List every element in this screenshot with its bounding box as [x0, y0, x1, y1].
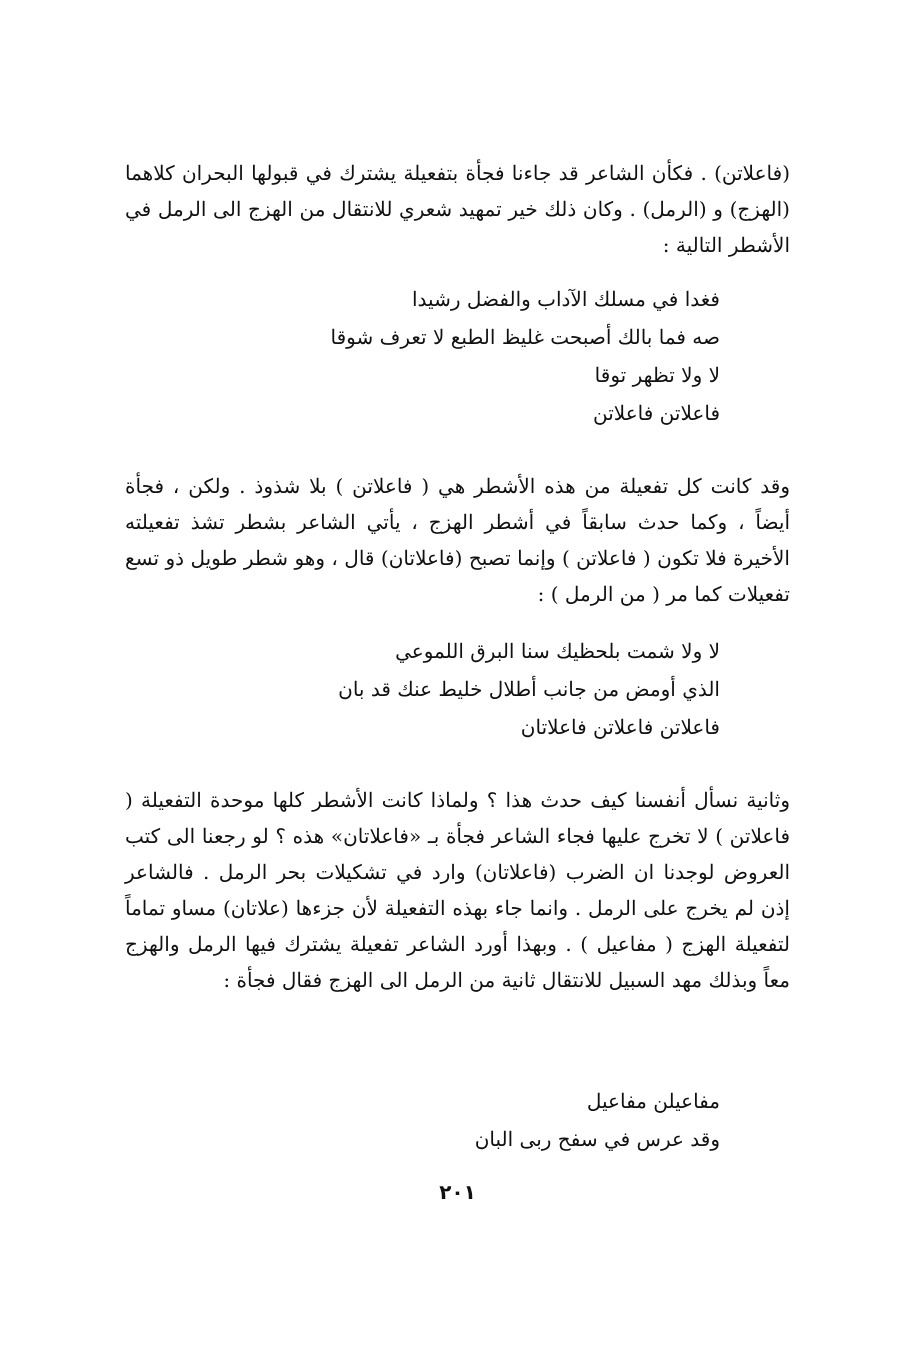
verse-line: لا ولا تظهر توقا [594, 363, 720, 387]
paragraph-3 [125, 782, 790, 998]
paragraph-text: (فاعلاتن) . فكأن الشاعر قد جاءنا فجأة بتفعيلة يشترك في قبولها البحران كلاهما (الهزج) و (الرمل) . وكان ذلك خير تمهيد شعري للانتقال من الهزج الى الرمل في الأشطر التالية : [125, 161, 790, 257]
paragraph-text: وثانية نسأل أنفسنا كيف حدث هذا ؟ ولماذا كانت الأشطر كلها موحدة التفعيلة ( فاعلاتن ) لا تخرج عليها فجاء الشاعر فجأة بـ «فاعلاتان» هذه ؟ لو رجعنا الى كتب العروض لوجدنا ان الضرب (فاعلاتان) وارد في تشكيلات بحر الرمل . فالشاعر إذن لم يخرج على الرمل . وانما جاء بهذه التفعيلة لأن جزءها (علاتان) مساو تماماً لتفعيلة الهزج ( مفاعيل ) . وبهذا أورد الشاعر تفعيلة يشترك فيها الرمل والهزج معاً وبذلك مهد السبيل للانتقال ثانية من الرمل الى الهزج فقال فجأة : [125, 788, 791, 992]
verse-line: فاعلاتن فاعلاتن [593, 401, 720, 425]
verse-line: فغدا في مسلك الآداب والفضل رشيدا [412, 287, 720, 311]
page-number: ٢٠١ [439, 1180, 476, 1204]
verse-block-1 [331, 280, 720, 432]
verse-line: الذي أومض من جانب أطلال خليط عنك قد بان [338, 677, 720, 701]
paragraph-2 [125, 468, 790, 612]
paragraph-text: وقد كانت كل تفعيلة من هذه الأشطر هي ( فاعلاتن ) بلا شذوذ . ولكن ، فجأة أيضاً ، وكما حدث سابقاً في أشطر الهزج ، يأتي الشاعر بشطر تشذ تفعيلته الأخيرة فلا تكون ( فاعلاتن ) وإنما تصبح (فاعلاتان) قال ، وهو شطر طويل ذو تسع تفعيلات كما مر ( من الرمل ) : [125, 474, 790, 606]
verse-line: صه فما بالك أصبحت غليظ الطبع لا تعرف شوقا [330, 325, 720, 349]
paragraph-1 [125, 155, 790, 263]
verse-line: وقد عرس في سفح ربى البان [474, 1127, 720, 1151]
verse-line: مفاعيلن مفاعيل [586, 1089, 720, 1113]
verse-line: فاعلاتن فاعلاتن فاعلاتان [520, 715, 720, 739]
verse-line: لا ولا شمت بلحظيك سنا البرق اللموعي [395, 639, 720, 663]
verse-block-2 [338, 632, 720, 746]
verse-block-3 [475, 1082, 720, 1158]
